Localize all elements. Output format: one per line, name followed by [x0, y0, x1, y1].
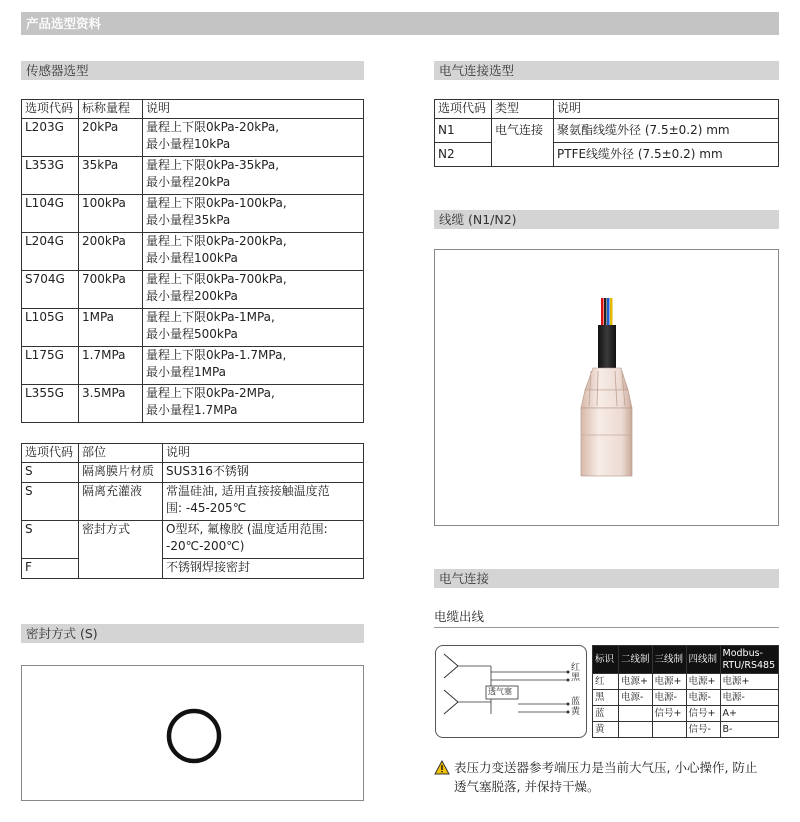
wiring-cell: 电源- — [619, 690, 653, 706]
page-title: 产品选型资料 — [26, 16, 102, 31]
wiring-cell: 电源+ — [619, 674, 653, 690]
desc-line-1: 量程上下限0kPa-1MPa, — [146, 310, 275, 324]
warning-line-1: 表压力变送器参考端压力是当前大气压, 小心操作, 防止 — [454, 760, 758, 775]
option-code: L104G — [22, 195, 79, 233]
header-cell: Modbus- RTU/RS485 — [720, 646, 778, 674]
header-cell: 类型 — [492, 100, 554, 119]
nominal-range: 200kPa — [79, 233, 143, 271]
table-row — [593, 706, 779, 722]
table-row — [22, 347, 364, 385]
nominal-range: 1.7MPa — [79, 347, 143, 385]
nominal-range: 20kPa — [79, 119, 143, 157]
desc-line-1: O型环, 氟橡胶 (温度适用范围: — [166, 522, 328, 536]
cable-section-bar — [434, 210, 779, 229]
seal-section-bar — [21, 624, 364, 643]
nominal-range: 100kPa — [79, 195, 143, 233]
table-row — [22, 521, 364, 559]
wiring-cell: 信号+ — [652, 706, 686, 722]
desc-line-2: 最小量程200kPa — [146, 289, 238, 303]
nominal-range: 35kPa — [79, 157, 143, 195]
part-name: 隔离膜片材质 — [79, 463, 163, 483]
option-desc: 聚氨酯线缆外径 (7.5±0.2) mm — [554, 119, 779, 143]
cable-sensor-image — [435, 250, 778, 525]
desc-line-2: 最小量程1MPa — [146, 365, 227, 379]
header-cell: 说明 — [554, 100, 779, 119]
wire-label-blue: 蓝 — [571, 697, 581, 707]
table-row — [22, 559, 364, 579]
page-title-bar — [21, 12, 779, 35]
range-desc — [143, 385, 364, 423]
desc-line-1: SUS316不锈钢 — [166, 464, 249, 478]
option-code: N1 — [435, 119, 492, 143]
desc-line-1: 量程上下限0kPa-200kPa, — [146, 234, 287, 248]
cable-outlet-subtitle: 电缆出线 — [434, 609, 485, 624]
subtitle-divider — [434, 627, 779, 628]
wiring-cell: B- — [720, 722, 778, 738]
header-cell: 选项代码 — [22, 100, 79, 119]
table-row — [22, 271, 364, 309]
connection-section-bar — [434, 569, 779, 588]
table-row — [22, 157, 364, 195]
seal-section-title: 密封方式 (S) — [26, 626, 98, 641]
cable-section-title: 线缆 (N1/N2) — [439, 212, 517, 227]
wiring-cell: A+ — [720, 706, 778, 722]
wiring-table — [592, 645, 779, 738]
desc-line-2: 围: -45-205℃ — [166, 501, 247, 515]
part-name: 密封方式 — [79, 521, 163, 579]
wiring-cell: 信号- — [686, 722, 720, 738]
desc-line-1: 量程上下限0kPa-20kPa, — [146, 120, 280, 134]
vent-plug-label: 透气塞 — [488, 687, 512, 696]
option-code: S704G — [22, 271, 79, 309]
range-desc — [143, 271, 364, 309]
header-cell: 四线制 — [686, 646, 720, 674]
wiring-cell: 信号+ — [686, 706, 720, 722]
nominal-range: 1MPa — [79, 309, 143, 347]
table-row — [22, 233, 364, 271]
wiring-cell: 电源+ — [686, 674, 720, 690]
wiring-cell: 电源- — [652, 690, 686, 706]
option-code: N2 — [435, 143, 492, 167]
table-row — [22, 195, 364, 233]
wiring-diagram — [435, 645, 587, 738]
desc-line-1: 量程上下限0kPa-2MPa, — [146, 386, 275, 400]
wiring-cell: 红 — [593, 674, 619, 690]
wire-label-yellow: 黄 — [571, 707, 581, 717]
header-cell: 部位 — [79, 444, 163, 463]
connection-section-title: 电气连接 — [439, 571, 490, 586]
wiring-cell — [619, 722, 653, 738]
wiring-cell — [619, 706, 653, 722]
header-cell: 三线制 — [652, 646, 686, 674]
range-desc — [143, 195, 364, 233]
wiring-cell: 黄 — [593, 722, 619, 738]
range-desc — [143, 347, 364, 385]
desc-line-2: -20℃-200℃) — [166, 539, 245, 553]
option-code: F — [22, 559, 79, 579]
electrical-section-title: 电气连接选型 — [439, 63, 515, 78]
option-code: L353G — [22, 157, 79, 195]
range-desc — [143, 157, 364, 195]
material-desc — [163, 463, 364, 483]
wiring-cell: 电源- — [720, 690, 778, 706]
desc-line-2: 最小量程20kPa — [146, 175, 231, 189]
electrical-section-bar — [434, 61, 779, 80]
electrical-table — [434, 99, 779, 167]
part-name: 隔离充灌液 — [79, 483, 163, 521]
table-row — [22, 119, 364, 157]
nominal-range: 700kPa — [79, 271, 143, 309]
option-code: L175G — [22, 347, 79, 385]
wire-label-red: 红 — [571, 663, 581, 673]
range-desc — [143, 309, 364, 347]
sensor-section-bar — [21, 61, 364, 80]
range-desc — [143, 119, 364, 157]
table-row — [593, 722, 779, 738]
desc-line-1: 量程上下限0kPa-100kPa, — [146, 196, 287, 210]
desc-line-1: 量程上下限0kPa-35kPa, — [146, 158, 280, 172]
warning-line-2: 透气塞脱落, 并保持干燥。 — [454, 779, 600, 794]
material-desc — [163, 521, 364, 559]
table-row — [22, 385, 364, 423]
desc-line-1: 量程上下限0kPa-700kPa, — [146, 272, 287, 286]
option-desc: PTFE线缆外径 (7.5±0.2) mm — [554, 143, 779, 167]
option-code: S — [22, 521, 79, 559]
cable-image-box — [434, 249, 779, 526]
material-desc — [163, 559, 364, 579]
header-cell: 选项代码 — [22, 444, 79, 463]
option-code: L203G — [22, 119, 79, 157]
material-desc — [163, 483, 364, 521]
header-cell: 说明 — [163, 444, 364, 463]
header-cell: 标识 — [593, 646, 619, 674]
nominal-range: 3.5MPa — [79, 385, 143, 423]
option-code: L355G — [22, 385, 79, 423]
header-cell: 标称量程 — [79, 100, 143, 119]
wiring-cell — [652, 722, 686, 738]
table-row — [22, 483, 364, 521]
header-cell: 选项代码 — [435, 100, 492, 119]
wire-label-black: 黑 — [571, 673, 581, 683]
desc-line-2: 最小量程10kPa — [146, 137, 231, 151]
wiring-cell: 电源- — [686, 690, 720, 706]
warning-icon — [434, 760, 450, 778]
desc-line-1: 不锈钢焊接密封 — [166, 560, 251, 574]
desc-line-2: 最小量程100kPa — [146, 251, 238, 265]
header-cell: 二线制 — [619, 646, 653, 674]
desc-line-1: 常温硅油, 适用直接接触温度范 — [166, 484, 330, 498]
wiring-cell: 蓝 — [593, 706, 619, 722]
wiring-cell: 电源+ — [720, 674, 778, 690]
connection-type: 电气连接 — [492, 119, 554, 167]
o-ring-image — [22, 666, 363, 800]
range-desc — [143, 233, 364, 271]
option-code: L204G — [22, 233, 79, 271]
sensor-section-title: 传感器选型 — [26, 63, 89, 78]
sensor-table — [21, 99, 364, 423]
option-code: S — [22, 483, 79, 521]
table-row — [22, 309, 364, 347]
option-code: L105G — [22, 309, 79, 347]
wiring-cell: 电源+ — [652, 674, 686, 690]
desc-line-2: 最小量程500kPa — [146, 327, 238, 341]
seal-image-box — [21, 665, 364, 801]
option-code: S — [22, 463, 79, 483]
material-table — [21, 443, 364, 579]
desc-line-2: 最小量程1.7MPa — [146, 403, 238, 417]
table-row — [593, 674, 779, 690]
desc-line-1: 量程上下限0kPa-1.7MPa, — [146, 348, 287, 362]
wiring-cell: 黑 — [593, 690, 619, 706]
table-row — [22, 463, 364, 483]
desc-line-2: 最小量程35kPa — [146, 213, 231, 227]
table-row — [593, 690, 779, 706]
header-cell: 说明 — [143, 100, 364, 119]
